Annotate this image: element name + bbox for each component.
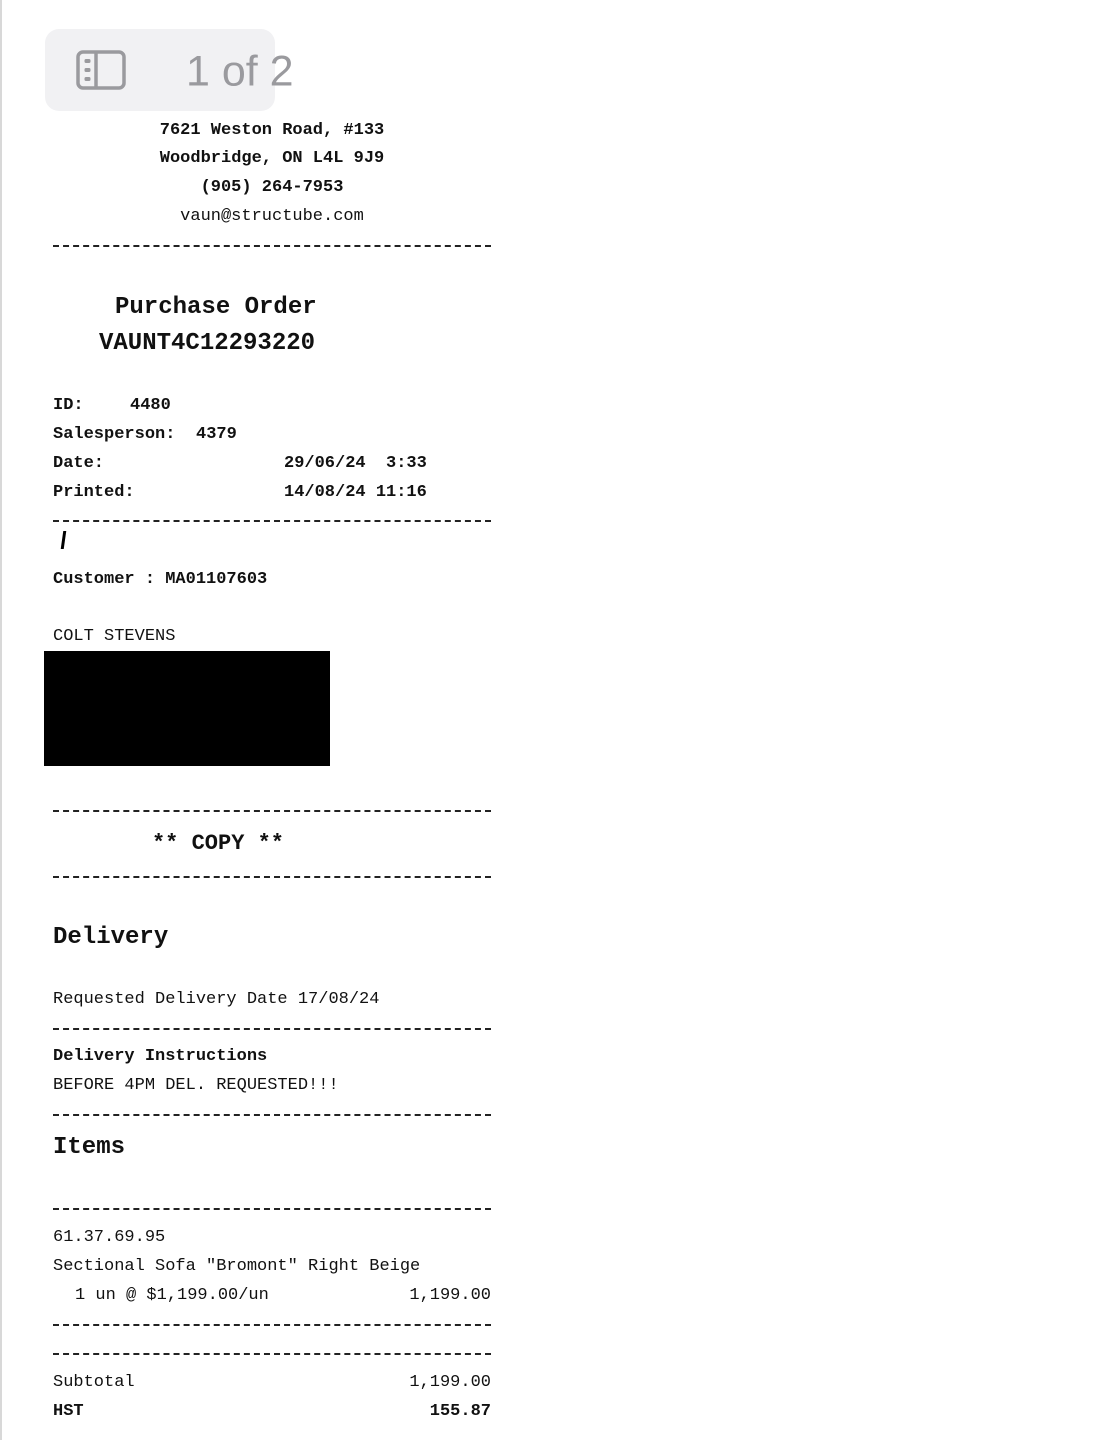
divider <box>53 520 491 522</box>
date-label: Date: <box>53 454 105 473</box>
printed-label: Printed: <box>53 483 135 502</box>
salesperson-label: Salesperson: <box>53 425 176 444</box>
items-heading: Items <box>53 1134 126 1161</box>
divider <box>53 1353 491 1355</box>
item-description: Sectional Sofa "Bromont" Right Beige <box>53 1257 421 1276</box>
item-qty-line: 1 un @ $1,199.00/un <box>75 1286 269 1305</box>
subtotal-label: Subtotal <box>53 1373 135 1392</box>
requested-delivery-date: Requested Delivery Date 17/08/24 <box>53 990 380 1009</box>
id-value: 4480 <box>130 396 171 415</box>
divider <box>53 1208 491 1210</box>
divider <box>53 1028 491 1030</box>
divider <box>53 810 491 812</box>
pen-mark <box>61 531 67 549</box>
printed-value: 14/08/24 11:16 <box>284 483 427 502</box>
delivery-instructions-label: Delivery Instructions <box>53 1047 268 1066</box>
page-indicator-label: 1 of 2 <box>186 47 294 96</box>
divider <box>53 1114 491 1116</box>
copy-banner: ** COPY ** <box>151 831 285 856</box>
subtotal-value: 1,199.00 <box>409 1373 491 1392</box>
store-phone: (905) 264-7953 <box>200 178 344 197</box>
divider <box>53 245 491 247</box>
store-address-line2: Woodbridge, ON L4L 9J9 <box>159 149 385 168</box>
customer-id: Customer : MA01107603 <box>53 570 268 589</box>
page-edge <box>0 0 2 1440</box>
hst-value: 155.87 <box>429 1402 491 1421</box>
id-label: ID: <box>53 396 84 415</box>
redacted-address-block <box>44 651 330 766</box>
order-title: Purchase Order <box>115 294 317 321</box>
store-address-line1: 7621 Weston Road, #133 <box>159 121 385 140</box>
salesperson-value: 4379 <box>196 425 237 444</box>
divider <box>53 876 491 878</box>
hst-label: HST <box>53 1402 84 1421</box>
page-sidebar-icon <box>76 50 126 90</box>
delivery-instructions-text: BEFORE 4PM DEL. REQUESTED!!! <box>53 1076 339 1095</box>
store-email: vaun@structube.com <box>180 207 364 226</box>
item-sku: 61.37.69.95 <box>53 1228 166 1247</box>
date-value: 29/06/24 3:33 <box>284 454 427 473</box>
page-indicator-button[interactable] <box>45 29 294 111</box>
item-amount: 1,199.00 <box>409 1286 491 1305</box>
order-number: VAUNT4C12293220 <box>99 330 316 357</box>
delivery-heading: Delivery <box>53 924 169 951</box>
divider <box>53 1324 491 1326</box>
customer-name: COLT STEVENS <box>53 627 176 646</box>
